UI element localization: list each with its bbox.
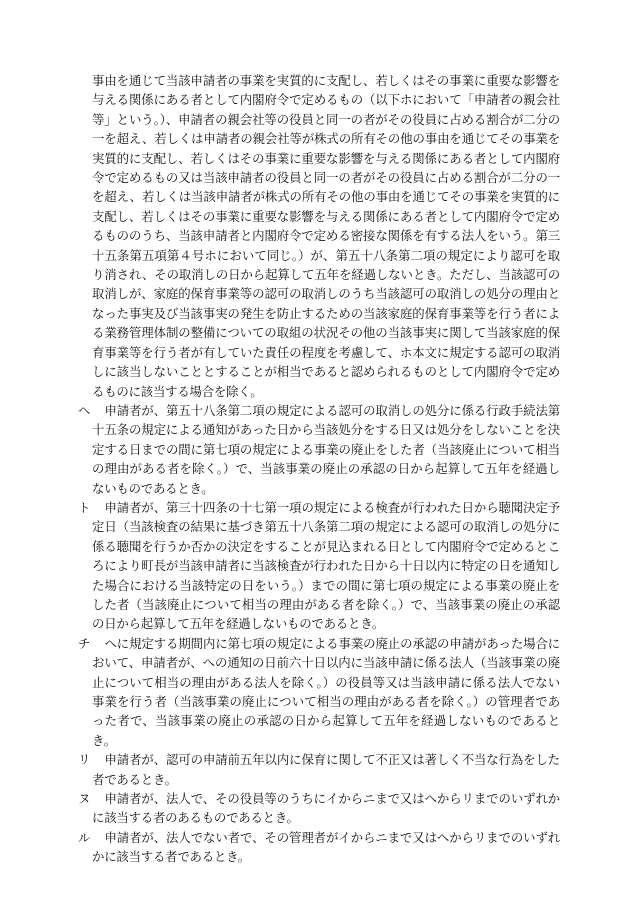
item-label: チ bbox=[78, 635, 91, 651]
item-text: 申請者が、第五十八条第二項の規定による認可の取消しの処分に係る行政手続法第十五条の規定による通知があった日から当該処分をする日又は処分をしないことを決定する日までの間に第七項の規定による事業の廃止をした者（当該廃止について相当の理由がある者を除く。）で、当該事業の廃止の承認の日から起算して五年を経過しないものであるとき。 bbox=[92, 402, 560, 496]
item-label: ヘ bbox=[78, 402, 91, 418]
list-item-he bbox=[78, 401, 560, 498]
item-label: ル bbox=[78, 829, 91, 845]
item-text: 申請者が、認可の申請前五年以内に保育に関して不正又は著しく不当な行為をした者であるとき。 bbox=[92, 752, 560, 787]
item-label: ト bbox=[78, 499, 91, 515]
list-item-ru bbox=[78, 828, 560, 867]
list-item-ri bbox=[78, 750, 560, 789]
item-text: へに規定する期間内に第七項の規定による事業の廃止の承認の申請があった場合において、申請者が、への通知の日前六十日以内に当該申請に係る法人（当該事業の廃止について相当の理由がある法人を除く。）の役員等又は当該申請に係る法人でない事業を行う者（当該事業の廃止について相当の理由がある者を除く。）の管理者であった者で、当該事業の廃止の承認の日から起算して五年を経過しないものであるとき。 bbox=[92, 635, 560, 748]
item-text: 申請者が、法人でない者で、その管理者がイからニまで又はへからリまでのいずれかに該当する者であるとき。 bbox=[92, 829, 560, 865]
item-text: 申請者が、第三十四条の十七第一項の規定による検査が行われた日から聴聞決定予定日（当該検査の結果に基づき第五十八条第二項の規定による認可の取消しの処分に係る聴聞を行うか否かの決定をすることが見込まれる日として内閣府令で定めるところにより町長が当該申請者に当該検査が行われた日から十日以内に特定の日を通知した場合における当該特定の日をいう。）までの間に第七項の規定による事業の廃止をした者（当該廃止について相当の理由がある者を除く。）で、当該事業の廃止の承認の日から起算して五年を経過しないものであるとき。 bbox=[92, 499, 560, 632]
list-item-chi bbox=[78, 634, 560, 750]
continuation-paragraph: 事由を通じて当該申請者の事業を実質的に支配し、若しくはその事業に重要な影響を与える関係にある者として内閣府令で定めるもの（以下ホにおいて「申請者の親会社等」という。）、申請者の親会社等の役員と同一の者がその役員に占める割合が二分の一を超え、若しくは申請者の親会社等が株式の所有その他の事由を通じてその事業を実質的に支配し、若しくはその事業に重要な影響を与える関係にある者として内閣府令で定めるもの又は当該申請者の役員と同一の者がその役員に占める割合が二分の一を超え、若しくは当該申請者が株式の所有その他の事由を通じてその事業を実質的に支配し、若しくはその事業に重要な影響を与える関係にある者として内閣府令で定めるもののうち、当該申請者と内閣府令で定める密接な関係を有する法人をいう。第三十五条第五項第４号ホにおいて同じ。）が、第五十八条第二項の規定により認可を取り消され、その取消しの日から起算して五年を経過しないとき。ただし、当該認可の取消しが、家庭的保育事業等の認可の取消しのうち当該認可の取消しの処分の理由となった事実及び当該事実の発生を防止するための当該家庭的保育事業等を行う者による業務管理体制の整備についての取組の状況その他の当該事実に関して当該家庭的保育事業等を行う者が有していた責任の程度を考慮して、ホ本文に規定する認可の取消しに該当しないこととすることが相当であると認められるものとして内閣府令で定めるものに該当する場合を除く。 bbox=[92, 73, 560, 399]
item-label: ヌ bbox=[78, 791, 91, 807]
list-item-nu bbox=[78, 789, 560, 828]
item-text: 申請者が、法人で、その役員等のうちにイからニまで又はへからリまでのいずれかに該当する者のあるものであるとき。 bbox=[92, 791, 560, 826]
list-item-to bbox=[78, 498, 560, 634]
document-body bbox=[78, 71, 560, 867]
item-label: リ bbox=[78, 752, 91, 768]
